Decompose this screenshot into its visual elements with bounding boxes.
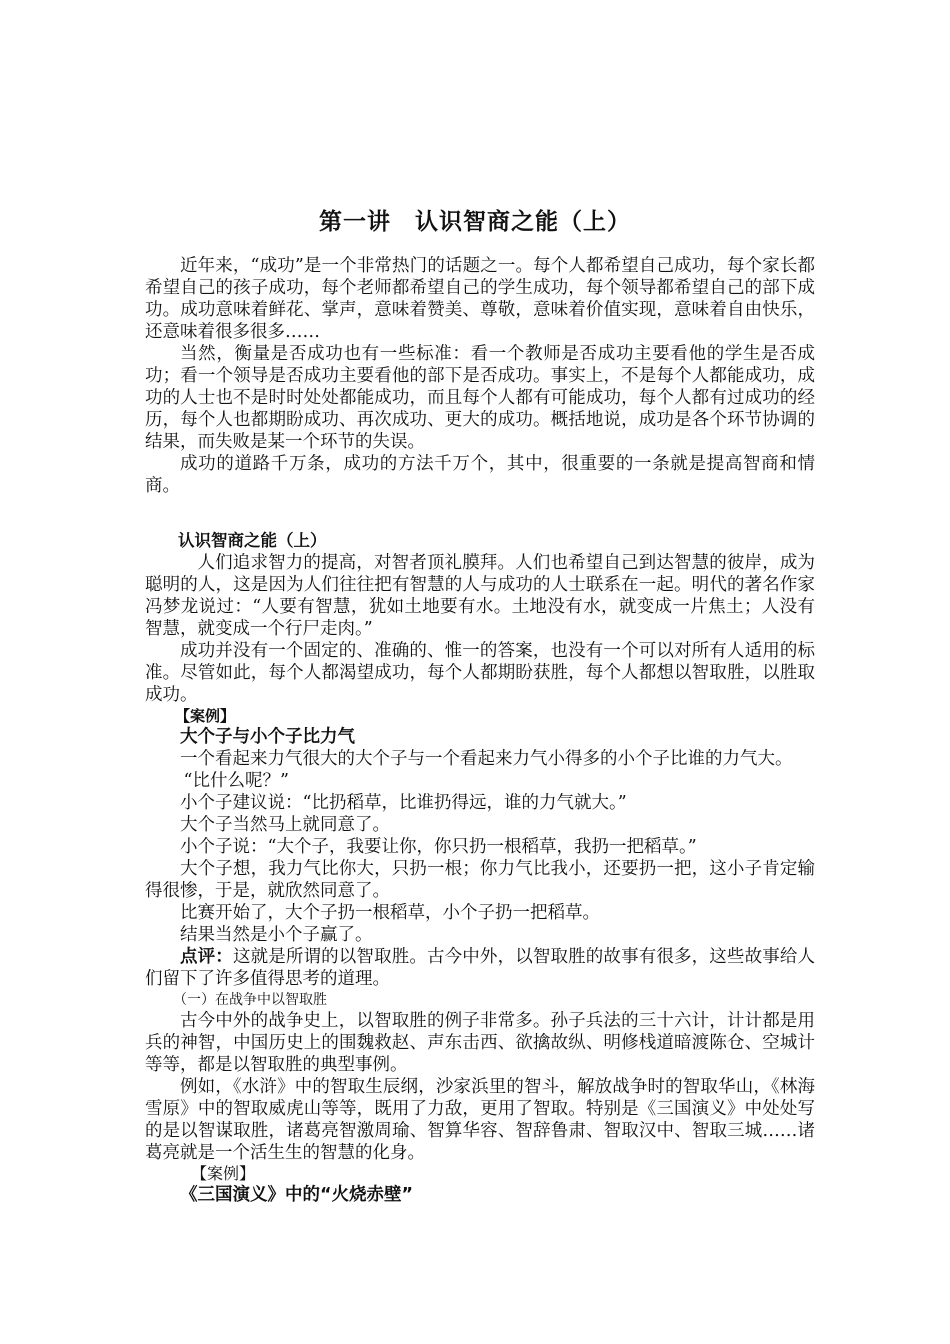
case-label: 【案例】 bbox=[191, 1164, 256, 1183]
story-paragraph: 大个子想，我力气比你大，只扔一根；你力气比我小，还要扔一把，这小子肯定输得很惨，于是，就欣然同意了。 bbox=[145, 859, 815, 901]
section-heading: 认识智商之能（上） bbox=[178, 531, 327, 550]
story-paragraph: 结果当然是小个子赢了。 bbox=[180, 925, 373, 945]
section-paragraph: 成功并没有一个固定的、准确的、惟一的答案，也没有一个可以对所有人适用的标准。尽管如此，每个人都渴望成功，每个人都期盼获胜，每个人都想以智取胜，以胜取成功。 bbox=[145, 641, 815, 705]
spacer bbox=[145, 497, 815, 530]
story-paragraph: 小个子建议说：“比扔稻草，比谁扔得远，谁的力气就大。” bbox=[180, 793, 627, 813]
war-paragraph: 例如，《水浒》中的智取生辰纲，沙家浜里的智斗，解放战争时的智取华山，《林海雪原》中的智取威虎山等等，既用了力敌，更用了智取。特别是《三国演义》中处处写的是以智谋取胜，诸葛亮智激周瑜、智算华容、智辞鲁肃、智取汉中、智取三城……诸葛亮就是一个活生生的智慧的化身。 bbox=[145, 1077, 815, 1163]
case-label: 【案例】 bbox=[175, 707, 236, 725]
story-paragraph: 大个子当然马上就同意了。 bbox=[180, 815, 390, 835]
story-paragraph: 比赛开始了，大个子扔一根稻草，小个子扔一把稻草。 bbox=[180, 903, 600, 923]
intro-paragraph: 近年来，“成功”是一个非常热门的话题之一。每个人都希望自己成功，每个家长都希望自己的孩子成功，每个老师都希望自己的学生成功，每个领导都希望自己的部下成功。成功意味着鲜花、掌声，意味着赞美、尊敬，意味着价值实现，意味着自由快乐，还意味着很多很多…… bbox=[145, 256, 815, 342]
page-title: 第一讲 认识智商之能（上） bbox=[319, 209, 631, 235]
story-paragraph: 一个看起来力气很大的大个子与一个看起来力气小得多的小个子比谁的力气大。 bbox=[180, 749, 793, 769]
comment-text: 这就是所谓的以智取胜。古今中外，以智取胜的故事有很多，这些故事给人们留下了许多值得思考的道理。 bbox=[145, 947, 816, 989]
case-title: 《三国演义》中的“火烧赤壁” bbox=[180, 1185, 414, 1205]
war-paragraph: 古今中外的战争史上，以智取胜的例子非常多。孙子兵法的三十六计，计计都是用兵的神智，中国历史上的围魏救赵、声东击西、欲擒故纵、明修栈道暗渡陈仓、空城计等等，都是以智取胜的典型事例。 bbox=[145, 1011, 815, 1075]
comment-lead: 点评： bbox=[180, 947, 233, 967]
case-title: 大个子与小个子比力气 bbox=[180, 727, 355, 747]
subsection-heading: （一）在战争中以智取胜 bbox=[173, 992, 327, 1008]
intro-paragraph: 当然，衡量是否成功也有一些标准：看一个教师是否成功主要看他的学生是否成功；看一个领导是否成功主要看他的部下是否成功。事实上，不是每个人都能成功，成功的人士也不是时时处处都能成功，而且每个人都有可能成功，每个人都有过成功的经历，每个人也都期盼成功、再次成功、更大的成功。概括地说，成功是各个环节协调的结果，而失败是某一个环节的失误。 bbox=[145, 344, 815, 452]
comment-paragraph bbox=[145, 946, 815, 990]
document-body bbox=[145, 255, 815, 1206]
section-paragraph: 人们追求智力的提高，对智者顶礼膜拜。人们也希望自己到达智慧的彼岸，成为聪明的人，这是因为人们往往把有智慧的人与成功的人士联系在一起。明代的著名作家冯梦龙说过：“人要有智慧，犹如土地要有水。土地没有水，就变成一片焦土；人没有智慧，就变成一个行尸走肉。” bbox=[145, 553, 815, 639]
intro-paragraph: 成功的道路千万条，成功的方法千万个，其中，很重要的一条就是提高智商和情商。 bbox=[145, 454, 815, 496]
story-paragraph: “比什么呢？” bbox=[183, 771, 289, 791]
story-paragraph: 小个子说：“大个子，我要让你，你只扔一根稻草，我扔一把稻草。” bbox=[180, 837, 697, 857]
